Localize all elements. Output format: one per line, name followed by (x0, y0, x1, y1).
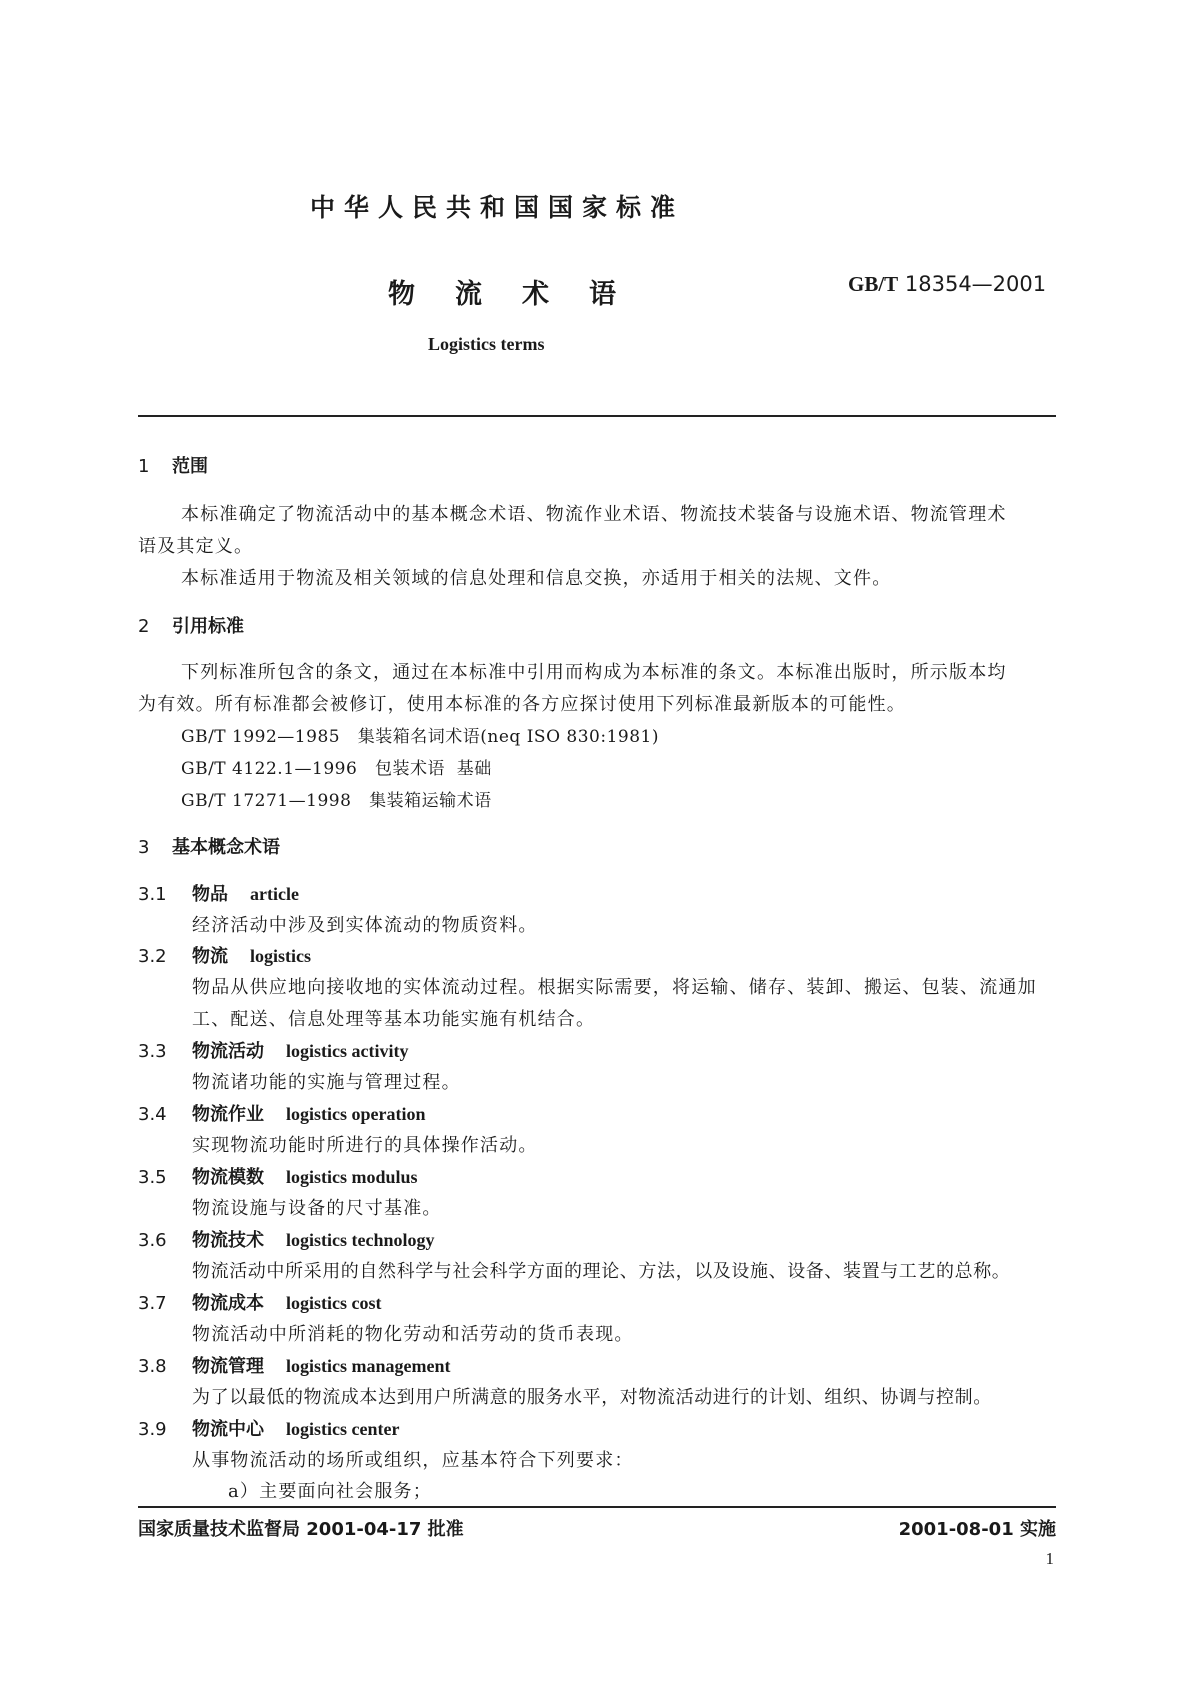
term-chinese: 物流 (192, 946, 228, 967)
document-title: 物流术语 (388, 279, 656, 310)
term-number: 3.3 (138, 1041, 167, 1062)
section-3-heading (138, 833, 280, 859)
section-number: 1 (138, 456, 150, 477)
term-3-4 (138, 1100, 426, 1126)
term-definition: 物流活动中所采用的自然科学与社会科学方面的理论、方法，以及设施、设备、装置与工艺的总称。 (192, 1261, 1011, 1282)
term-english: logistics activity (286, 1041, 409, 1061)
term-english: logistics center (286, 1419, 400, 1439)
term-3-9 (138, 1415, 399, 1441)
term-chinese: 物流成本 (192, 1293, 264, 1314)
term-chinese: 物流活动 (192, 1041, 264, 1062)
standard-code-number: 18354—2001 (904, 272, 1047, 296)
term-chinese: 物品 (192, 884, 228, 905)
term-definition: 工、配送、信息处理等基本功能实施有机结合。 (192, 1009, 596, 1030)
section-1-paragraph-1-line-2: 语及其定义。 (138, 536, 254, 557)
term-definition: 物流活动中所消耗的物化劳动和活劳动的货币表现。 (192, 1324, 634, 1345)
term-number: 3.6 (138, 1230, 167, 1251)
section-1-paragraph-1-line-1: 本标准确定了物流活动中的基本概念术语、物流作业术语、物流技术装备与设施术语、物流管理术 (181, 504, 1007, 525)
section-title: 范围 (172, 456, 208, 477)
term-definition: 为了以最低的物流成本达到用户所满意的服务水平，对物流活动进行的计划、组织、协调与控制。 (192, 1387, 992, 1408)
section-1-heading (138, 452, 208, 478)
term-chinese: 物流模数 (192, 1167, 264, 1188)
term-number: 3.8 (138, 1356, 167, 1377)
term-chinese: 物流管理 (192, 1356, 264, 1377)
term-english: logistics technology (286, 1230, 435, 1250)
term-english: logistics cost (286, 1293, 382, 1313)
standard-code-prefix: GB/T (848, 272, 899, 296)
term-chinese: 物流中心 (192, 1419, 264, 1440)
section-number: 3 (138, 837, 150, 858)
footer-divider (138, 1506, 1056, 1508)
term-3-3 (138, 1037, 408, 1063)
section-2-paragraph-line-1: 下列标准所包含的条文，通过在本标准中引用而构成为本标准的条文。本标准出版时，所示版本均 (181, 662, 1007, 683)
term-number: 3.2 (138, 946, 167, 967)
term-definition: 物品从供应地向接收地的实体流动过程。根据实际需要，将运输、储存、装卸、搬运、包装、流通加 (192, 977, 1037, 998)
english-title: Logistics terms (428, 334, 545, 354)
term-3-1 (138, 880, 299, 906)
section-number: 2 (138, 616, 150, 637)
term-definition: 物流诸功能的实施与管理过程。 (192, 1072, 461, 1093)
term-number: 3.7 (138, 1293, 167, 1314)
term-3-2 (138, 942, 311, 968)
section-title: 引用标准 (172, 616, 244, 637)
term-3-8 (138, 1352, 450, 1378)
section-1-paragraph-2: 本标准适用于物流及相关领域的信息处理和信息交换，亦适用于相关的法规、文件。 (181, 568, 892, 589)
term-definition: 实现物流功能时所进行的具体操作活动。 (192, 1135, 538, 1156)
term-number: 3.9 (138, 1419, 167, 1440)
term-chinese: 物流作业 (192, 1104, 264, 1125)
reference-standard: GB/T 1992—1985 集装箱名词术语(neq ISO 830:1981) (181, 727, 659, 747)
term-english: logistics operation (286, 1104, 426, 1124)
section-2-heading (138, 612, 244, 638)
term-chinese: 物流技术 (192, 1230, 264, 1251)
term-english: logistics modulus (286, 1167, 418, 1187)
page-number: 1 (1045, 1549, 1054, 1568)
reference-standard: GB/T 4122.1—1996 包装术语 基础 (181, 759, 492, 779)
term-number: 3.4 (138, 1104, 167, 1125)
term-english: logistics (250, 946, 311, 966)
reference-standard: GB/T 17271—1998 集装箱运输术语 (181, 791, 492, 811)
standard-code (848, 272, 1046, 297)
term-3-6 (138, 1226, 435, 1252)
term-definition: 从事物流活动的场所或组织，应基本符合下列要求： (192, 1450, 634, 1471)
section-title: 基本概念术语 (172, 837, 280, 858)
term-3-5 (138, 1163, 418, 1189)
list-item-a: a）主要面向社会服务； (228, 1481, 432, 1502)
term-number: 3.1 (138, 884, 167, 905)
term-3-7 (138, 1289, 381, 1315)
term-definition: 经济活动中涉及到实体流动的物质资料。 (192, 915, 538, 936)
term-definition: 物流设施与设备的尺寸基准。 (192, 1198, 442, 1219)
term-english: logistics management (286, 1356, 451, 1376)
approval-date: 国家质量技术监督局 2001-04-17 批准 (138, 1519, 464, 1540)
implementation-date: 2001-08-01 实施 (898, 1519, 1056, 1540)
section-2-paragraph-line-2: 为有效。所有标准都会被修订，使用本标准的各方应探讨使用下列标准最新版本的可能性。 (138, 694, 906, 715)
header-divider (138, 415, 1056, 417)
national-standard-label: 中华人民共和国国家标准 (310, 193, 685, 222)
term-number: 3.5 (138, 1167, 167, 1188)
term-english: article (250, 884, 299, 904)
